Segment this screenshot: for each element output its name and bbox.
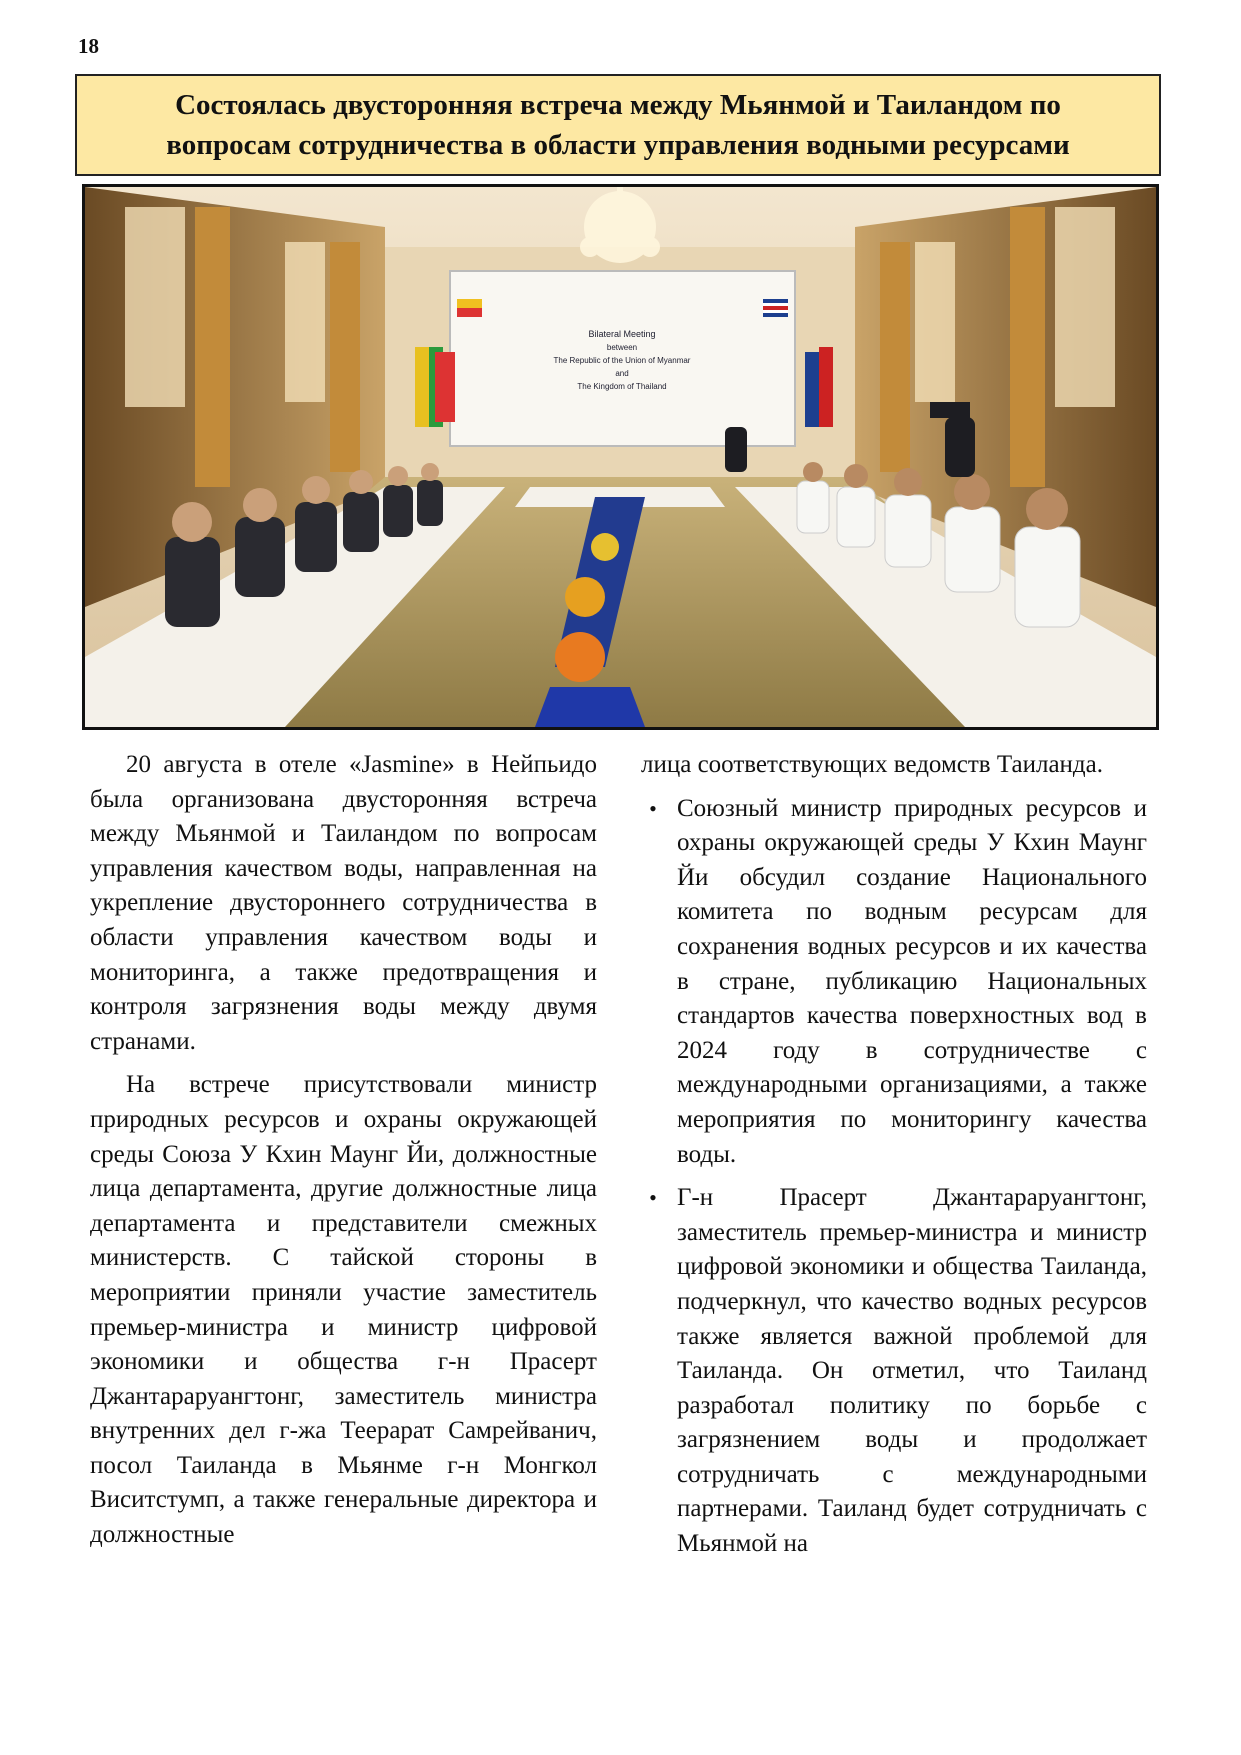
screen-text-5: The Kingdom of Thailand xyxy=(577,382,667,391)
screen-text-1: Bilateral Meeting xyxy=(588,329,656,339)
screen-text-2: between xyxy=(606,343,638,352)
article-paragraph-2: На встрече присутствовали министр природных ресурсов и охраны окружающей среды Союза У Кхин Маунг Йи, должностные лица департамента, другие должностные лица департамента и представители смежных министерств. С тайской стороны в мероприятии приняли участие заместитель премьер-министра и министр цифровой экономики и общества г-н Прасерт Джантараруангтонг, заместитель министра внутренних дел г-жа Теерарат Самрейванич, посол Таиланда в Мьянме г-н Монгкол Виситстумп, а также генеральные директора и должностные xyxy=(90,1071,597,1549)
bullet-list xyxy=(641,792,1147,1562)
right-column xyxy=(641,748,1147,1571)
bullet-text: Г-н Прасерт Джантараруангтонг, заместитель премьер-министра и министр цифровой экономики и общества Таиланда, подчеркнул, что качество водных ресурсов также является важной проблемой для Таиланда. Он отметил, что Таиланд разработал политику по борьбе с загрязнением воды и продолжает сотрудничать с международными партнерами. Таиланд будет сотрудничать с Мьянмой на xyxy=(677,1184,1147,1558)
screen-text-3: The Republic of the Union of Myanmar xyxy=(553,356,691,365)
bullet-icon: • xyxy=(649,795,657,821)
article-paragraph-2-continued: лица соответствующих ведомств Таиланда. xyxy=(641,751,1103,778)
headline-box xyxy=(75,74,1161,176)
meeting-photo-illustration xyxy=(85,187,1156,727)
screen-text-4: and xyxy=(615,369,629,378)
list-item xyxy=(641,792,1147,1173)
headline-line-2: вопросам сотрудничества в области управления водными ресурсами xyxy=(166,129,1070,161)
headline-line-1: Состоялась двусторонняя встреча между Мьянмой и Таиландом по xyxy=(175,89,1061,121)
page-number: 18 xyxy=(78,34,99,58)
left-column xyxy=(90,748,597,1562)
list-item xyxy=(641,1181,1147,1562)
bullet-icon: • xyxy=(649,1185,657,1211)
meeting-photo xyxy=(82,184,1159,730)
article-paragraph-1: 20 августа в отеле «Jasmine» в Нейпьидо была организована двусторонняя встреча между Мьянмой и Таиландом по вопросам управления качеством воды, направленная на укрепление двустороннего сотрудничества в области управления качеством воды и мониторинга, а также предотвращения и контроля загрязнения воды между двумя странами. xyxy=(90,751,597,1055)
bullet-text: Союзный министр природных ресурсов и охраны окружающей среды У Кхин Маунг Йи обсудил создание Национального комитета по водным ресурсам для сохранения водных ресурсов и их качества в стране, публикацию Национальных стандартов качества поверхностных вод в 2024 году в сотрудничестве с международными организациями, а также мероприятия по мониторингу качества воды. xyxy=(677,794,1147,1168)
